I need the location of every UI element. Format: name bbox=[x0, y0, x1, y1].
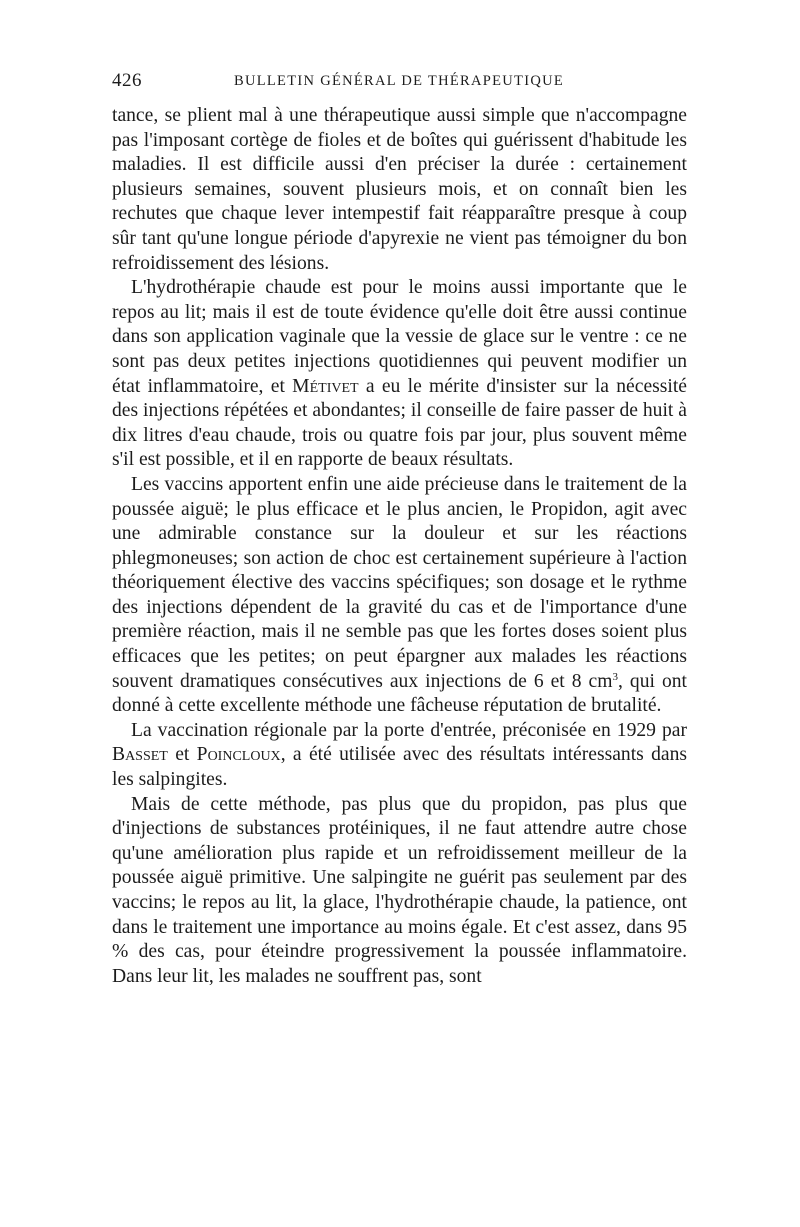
paragraph-5-text: Mais de cette méthode, pas plus que du propidon, pas plus que d'injections de substances protéiniques, il ne faut attendre autre chose qu'une amélioration plus rapide et un refroidissement meilleur de la poussée aiguë primitive. Une salpingite ne guérit pas seulement par des vaccins; le repos au lit, la glace, l'hydrothérapie chaude, la patience, ont dans le traitement une importance au moins égale. Et c'est assez, dans 95 % des cas, pour éteindre progressivement la poussée inflammatoire. Dans leur lit, les malades ne souffrent pas, sont bbox=[112, 793, 687, 987]
journal-title: BULLETIN GÉNÉRAL DE THÉRAPEUTIQUE bbox=[234, 73, 565, 89]
paragraph-3-text-end: , qui ont donné à cette excellente méthode une fâcheuse réputation de brutalité. bbox=[112, 670, 687, 717]
book-page bbox=[112, 70, 687, 989]
author-name-poincloux: Poincloux bbox=[196, 744, 281, 766]
body-text bbox=[112, 104, 687, 989]
paragraph-2 bbox=[112, 276, 687, 473]
paragraph-4-text-start: La vaccination régionale par la porte d'entrée, préconisée en 1929 par bbox=[131, 719, 687, 741]
paragraph-3 bbox=[112, 473, 687, 719]
paragraph-5 bbox=[112, 793, 687, 990]
paragraph-1-text: tance, se plient mal à une thérapeutique aussi simple que n'accompagne pas l'imposant cortège de fioles et de boîtes qui guérissent d'habitude les maladies. Il est difficile aussi d'en préciser la durée : certainement plusieurs semaines, souvent plusieurs mois, et on connaît bien les rechutes que chaque lever intempestif fait réapparaître presque à coup sûr tant qu'une longue période d'apyrexie ne vient pas témoigner du bon refroidissement des lésions. bbox=[112, 105, 687, 274]
paragraph-1 bbox=[112, 104, 687, 276]
paragraph-2-text-start: L'hydrothérapie chaude est pour le moins aussi importante que le repos au lit; mais il est de toute évidence qu'elle doit être aussi continue dans son application vaginale que la vessie de glace sur le ventre : ce ne sont pas deux petites injections quotidiennes qui peuvent modifier un état inflammatoire, et bbox=[112, 277, 687, 397]
cubic-superscript: 3 bbox=[612, 670, 618, 683]
author-name-metivet: Métivet bbox=[292, 375, 359, 397]
author-name-basset: Basset bbox=[112, 744, 168, 766]
paragraph-4-text-end: , a été utilisée avec des résultats intéressants dans les salpingites. bbox=[112, 744, 688, 791]
running-head bbox=[112, 70, 687, 104]
paragraph-2-text-end: a eu le mérite d'insister sur la nécessité des injections répétées et abondantes; il conseille de faire passer de huit à dix litres d'eau chaude, trois ou quatre fois par jour, plus souvent même s'il est possible, et il en rapporte de beaux résultats. bbox=[112, 375, 687, 471]
page-number: 426 bbox=[112, 70, 142, 91]
paragraph-3-text-start: Les vaccins apportent enfin une aide précieuse dans le traitement de la poussée aiguë; le plus efficace et le plus ancien, le Propidon, agit avec une admirable constance sur la douleur et sur les réactions phlegmoneuses; son action de choc est certainement supérieure à l'action théoriquement élective des vaccins spécifiques; son dosage et le rythme des injections dépendent de la gravité du cas et de l'importance d'une première réaction, mais il ne semble pas que les fortes doses soient plus efficaces que les petites; on peut épargner aux malades les réactions souvent dramatiques consécutives aux injections de 6 et 8 cm bbox=[112, 473, 687, 692]
paragraph-4-conjunction: et bbox=[167, 744, 197, 766]
paragraph-4 bbox=[112, 719, 687, 793]
